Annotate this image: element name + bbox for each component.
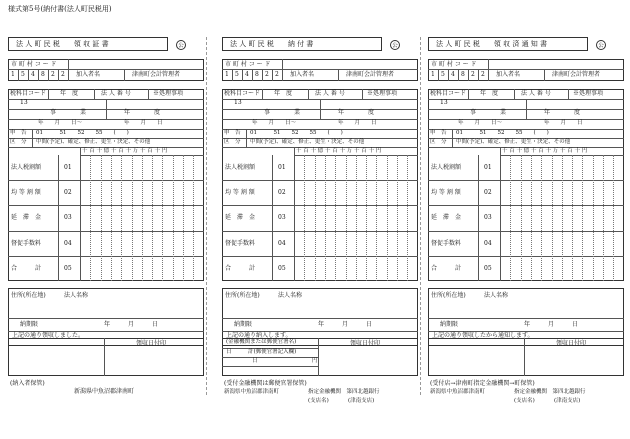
corp-no-label: 法 人 番 号 — [521, 90, 551, 97]
amount-row-label: 延 滞 金 — [225, 214, 256, 222]
code-digit: 8 — [255, 71, 259, 78]
digit-divider — [407, 155, 408, 281]
amount-row-code: 03 — [278, 214, 286, 222]
due-label: 納期限 — [20, 321, 39, 328]
kubun-values: 中間(予定)、確定、修正、更生・決定、その他 — [250, 139, 365, 145]
biz-label-2: 業 — [294, 109, 301, 116]
slip-1 — [8, 37, 204, 397]
corp-no-label: 法 人 番 号 — [315, 90, 345, 97]
amount-row-label: 均 等 割 額 — [11, 189, 41, 197]
year-label: 年 度 — [274, 90, 293, 97]
kubun-label: 区 分 — [224, 139, 241, 145]
digit-header: 千 百 十 億 千 百 十 万 千 百 十 円 — [502, 148, 588, 154]
code-digit: 2 — [275, 71, 279, 78]
code-digit: 2 — [471, 71, 475, 78]
kubun-label: 区 分 — [430, 139, 447, 145]
tax-code-value: 13 — [234, 99, 242, 106]
digit-divider — [521, 155, 522, 281]
period-to: 年 月 日 — [338, 120, 377, 126]
year-label: 年 度 — [480, 90, 499, 97]
payer-value: 津南町会計管理者 — [132, 71, 181, 78]
amount-row-code: 03 — [484, 214, 492, 222]
amount-row-label: 督促手数料 — [225, 239, 256, 247]
shinkoku-label: 申 告 — [224, 130, 241, 136]
day-label: 日 — [252, 358, 258, 364]
nendo-label: 年 — [544, 109, 551, 116]
digit-divider — [152, 155, 153, 281]
nendo-label: 年 — [338, 109, 345, 116]
cut-line-1 — [206, 37, 207, 395]
name-label: 法人名称 — [64, 292, 89, 299]
amount-row-code: 02 — [278, 189, 286, 197]
amount-row-label: 法人税割額 — [431, 164, 462, 171]
digit-divider — [325, 155, 326, 281]
code-digit: 2 — [481, 71, 485, 78]
bank-name: 指定金融機関 第四北越銀行 — [514, 389, 586, 395]
tax-code-value: 13 — [440, 99, 448, 106]
amount-row-label: 延 滞 金 — [431, 214, 462, 222]
statement: 上記の通り納入します。 — [226, 332, 292, 339]
slip-2 — [222, 37, 418, 404]
address-label: 住所(所在地) — [225, 292, 260, 299]
stamp-label: 領収日付印 — [136, 340, 167, 347]
stamp-label: 領収日付印 — [556, 340, 587, 347]
shinkoku-codes: 01 51 52 55 ( ) — [36, 130, 129, 136]
code-label: 市 町 村 コ ー ド — [225, 61, 271, 68]
digit-divider — [304, 155, 305, 281]
biz-label: 事 — [264, 109, 271, 116]
payer-value: 津南町会計管理者 — [552, 71, 601, 78]
shinkoku-label: 申 告 — [430, 130, 447, 136]
amount-row-label: 合 計 — [225, 264, 256, 272]
amount-row-code: 05 — [64, 264, 72, 272]
nendo-label-2: 度 — [368, 109, 375, 116]
period-to: 年 月 日 — [124, 120, 163, 126]
kubun-label: 区 分 — [10, 139, 27, 145]
digit-divider — [366, 155, 367, 281]
payer-value: 津南町会計管理者 — [346, 71, 395, 78]
code-digit: 1 — [11, 71, 15, 78]
slip-3 — [428, 37, 624, 404]
code-digit: 8 — [461, 71, 465, 78]
digit-divider — [376, 155, 377, 281]
digit-divider — [335, 155, 336, 281]
biz-label-2: 業 — [80, 109, 87, 116]
code-label: 市 町 村 コ ー ド — [431, 61, 477, 68]
amount-row-label: 均 等 割 額 — [225, 189, 255, 197]
amount-row-code: 02 — [484, 189, 492, 197]
amount-row-code: 01 — [64, 164, 72, 171]
code-digit: 2 — [265, 71, 269, 78]
digit-divider — [552, 155, 553, 281]
shinkoku-codes: 01 51 52 55 ( ) — [250, 130, 343, 136]
digit-divider — [562, 155, 563, 281]
digit-divider — [183, 155, 184, 281]
due-date: 年 月 日 — [318, 321, 373, 328]
stamp-box — [428, 338, 624, 376]
town-name: 新潟県中魚沼郡津南町 — [74, 388, 135, 395]
tax-code-value: 13 — [20, 99, 28, 106]
kubun-values: 中間(予定)、確定、修正、更生・決定、その他 — [36, 139, 151, 145]
digit-divider — [315, 155, 316, 281]
nendo-label-2: 度 — [574, 109, 581, 116]
town-name: 新潟県中魚沼郡津南町 — [224, 389, 280, 395]
branch-name: (支店名) — [514, 398, 535, 404]
payer-label: 加入者名 — [76, 71, 101, 78]
amount-row-label: 法人税割額 — [11, 164, 42, 171]
code-digit: 4 — [31, 71, 35, 78]
code-digit: 5 — [235, 71, 239, 78]
form-title: 様式第5号(納付書(法人町民税用) — [8, 5, 112, 13]
biz-label: 事 — [470, 109, 477, 116]
amount-row-code: 04 — [64, 239, 72, 247]
address-label: 住所(所在地) — [431, 292, 466, 299]
date-label: 日 計(郵便官署記入欄) — [226, 349, 297, 355]
amount-row-code: 01 — [278, 164, 286, 171]
code-digit: 1 — [431, 71, 435, 78]
proc-label: ※処理事項 — [573, 90, 604, 97]
bank-label: (金融機関または郵便官署名) — [226, 339, 297, 345]
amount-row-code: 01 — [484, 164, 492, 171]
period-from: 年 月 日～ — [458, 120, 503, 126]
statement: 上記の通り領収しました。 — [12, 332, 85, 339]
shinkoku-label: 申 告 — [10, 130, 27, 136]
code-digit: 2 — [61, 71, 65, 78]
code-digit: 4 — [451, 71, 455, 78]
code-digit: 5 — [21, 71, 25, 78]
code-digit: 5 — [441, 71, 445, 78]
corp-no-label: 法 人 番 号 — [101, 90, 131, 97]
biz-label: 事 — [50, 109, 57, 116]
code-label: 市 町 村 コ ー ド — [11, 61, 57, 68]
code-digit: 8 — [41, 71, 45, 78]
code-digit: 4 — [245, 71, 249, 78]
footer-note: (受付金融機関は郵便官署保管) — [224, 380, 307, 387]
digit-divider — [387, 155, 388, 281]
biz-label-2: 業 — [500, 109, 507, 116]
digit-divider — [162, 155, 163, 281]
cut-line-2 — [420, 37, 421, 395]
stamp-box — [8, 338, 204, 376]
amount-row-code: 04 — [278, 239, 286, 247]
digit-divider — [397, 155, 398, 281]
due-label: 納期限 — [440, 321, 459, 328]
due-label: 納期限 — [234, 321, 253, 328]
digit-divider — [173, 155, 174, 281]
digit-divider — [541, 155, 542, 281]
slip-title: 法 人 町 民 税 領 収 済 通 知 書 — [436, 40, 548, 48]
public-seal-circle: 公 — [390, 40, 400, 50]
digit-divider — [346, 155, 347, 281]
digit-divider — [531, 155, 532, 281]
digit-divider — [193, 155, 194, 281]
public-seal-circle: 公 — [176, 40, 186, 50]
statement: 上記の通り領収したから通知します。 — [432, 332, 534, 339]
slip-title: 法 人 町 民 税 領 収 証 書 — [16, 40, 109, 48]
bank-name: 指定金融機関 第四北越銀行 — [308, 389, 380, 395]
due-date: 年 月 日 — [524, 321, 579, 328]
tax-code-label: 税科目コード — [10, 90, 47, 97]
nendo-label: 年 — [124, 109, 131, 116]
amount-row-code: 05 — [484, 264, 492, 272]
name-label: 法人名称 — [484, 292, 509, 299]
amount-row-label: 法人税割額 — [225, 164, 256, 171]
address-label: 住所(所在地) — [11, 292, 46, 299]
payer-label: 加入者名 — [496, 71, 521, 78]
branch-value: (津南支店) — [348, 398, 375, 404]
town-name: 新潟県中魚沼郡津南町 — [430, 389, 486, 395]
digit-divider — [121, 155, 122, 281]
amount-row-label: 延 滞 金 — [11, 214, 42, 222]
digit-divider — [101, 155, 102, 281]
amount-row-label: 督促手数料 — [11, 239, 42, 247]
tax-code-label: 税科目コード — [430, 90, 467, 97]
stamp-label: 領収日付印 — [350, 340, 381, 347]
amount-row-label: 均 等 割 額 — [431, 189, 461, 197]
amount-row-label: 合 計 — [431, 264, 462, 272]
period-from: 年 月 日～ — [252, 120, 297, 126]
public-seal-circle: 公 — [596, 40, 606, 50]
footer-note: (納入者保管) — [10, 380, 45, 387]
name-label: 法人名称 — [278, 292, 303, 299]
digit-divider — [132, 155, 133, 281]
amount-row-code: 04 — [484, 239, 492, 247]
footer-note: (受付店→津南町指定金融機関→町保管) — [430, 380, 535, 387]
nendo-label-2: 度 — [154, 109, 161, 116]
digit-header: 千 百 十 億 千 百 十 万 千 百 十 円 — [296, 148, 382, 154]
amount-row-code: 05 — [278, 264, 286, 272]
due-date: 年 月 日 — [104, 321, 159, 328]
slip-title: 法 人 町 民 税 納 付 書 — [230, 40, 314, 48]
amount-row-label: 合 計 — [11, 264, 42, 272]
payer-label: 加入者名 — [290, 71, 315, 78]
branch-value: (津南支店) — [554, 398, 581, 404]
digit-divider — [572, 155, 573, 281]
digit-header: 千 百 十 億 千 百 十 万 千 百 十 円 — [82, 148, 168, 154]
digit-divider — [111, 155, 112, 281]
digit-divider — [510, 155, 511, 281]
digit-divider — [613, 155, 614, 281]
branch-name: (支店名) — [308, 398, 329, 404]
digit-divider — [142, 155, 143, 281]
tax-code-label: 税科目コード — [224, 90, 261, 97]
shinkoku-codes: 01 51 52 55 ( ) — [456, 130, 549, 136]
proc-label: ※処理事項 — [153, 90, 184, 97]
amount-row-code: 02 — [64, 189, 72, 197]
proc-label: ※処理事項 — [367, 90, 398, 97]
yen-label: 円 — [312, 358, 318, 364]
period-from: 年 月 日～ — [38, 120, 83, 126]
digit-divider — [593, 155, 594, 281]
kubun-values: 中間(予定)、確定、修正、更生・決定、その他 — [456, 139, 571, 145]
digit-divider — [582, 155, 583, 281]
year-label: 年 度 — [60, 90, 79, 97]
amount-row-code: 03 — [64, 214, 72, 222]
digit-divider — [356, 155, 357, 281]
code-digit: 1 — [225, 71, 229, 78]
period-to: 年 月 日 — [544, 120, 583, 126]
code-digit: 2 — [51, 71, 55, 78]
amount-row-label: 督促手数料 — [431, 239, 462, 247]
digit-divider — [603, 155, 604, 281]
digit-divider — [90, 155, 91, 281]
